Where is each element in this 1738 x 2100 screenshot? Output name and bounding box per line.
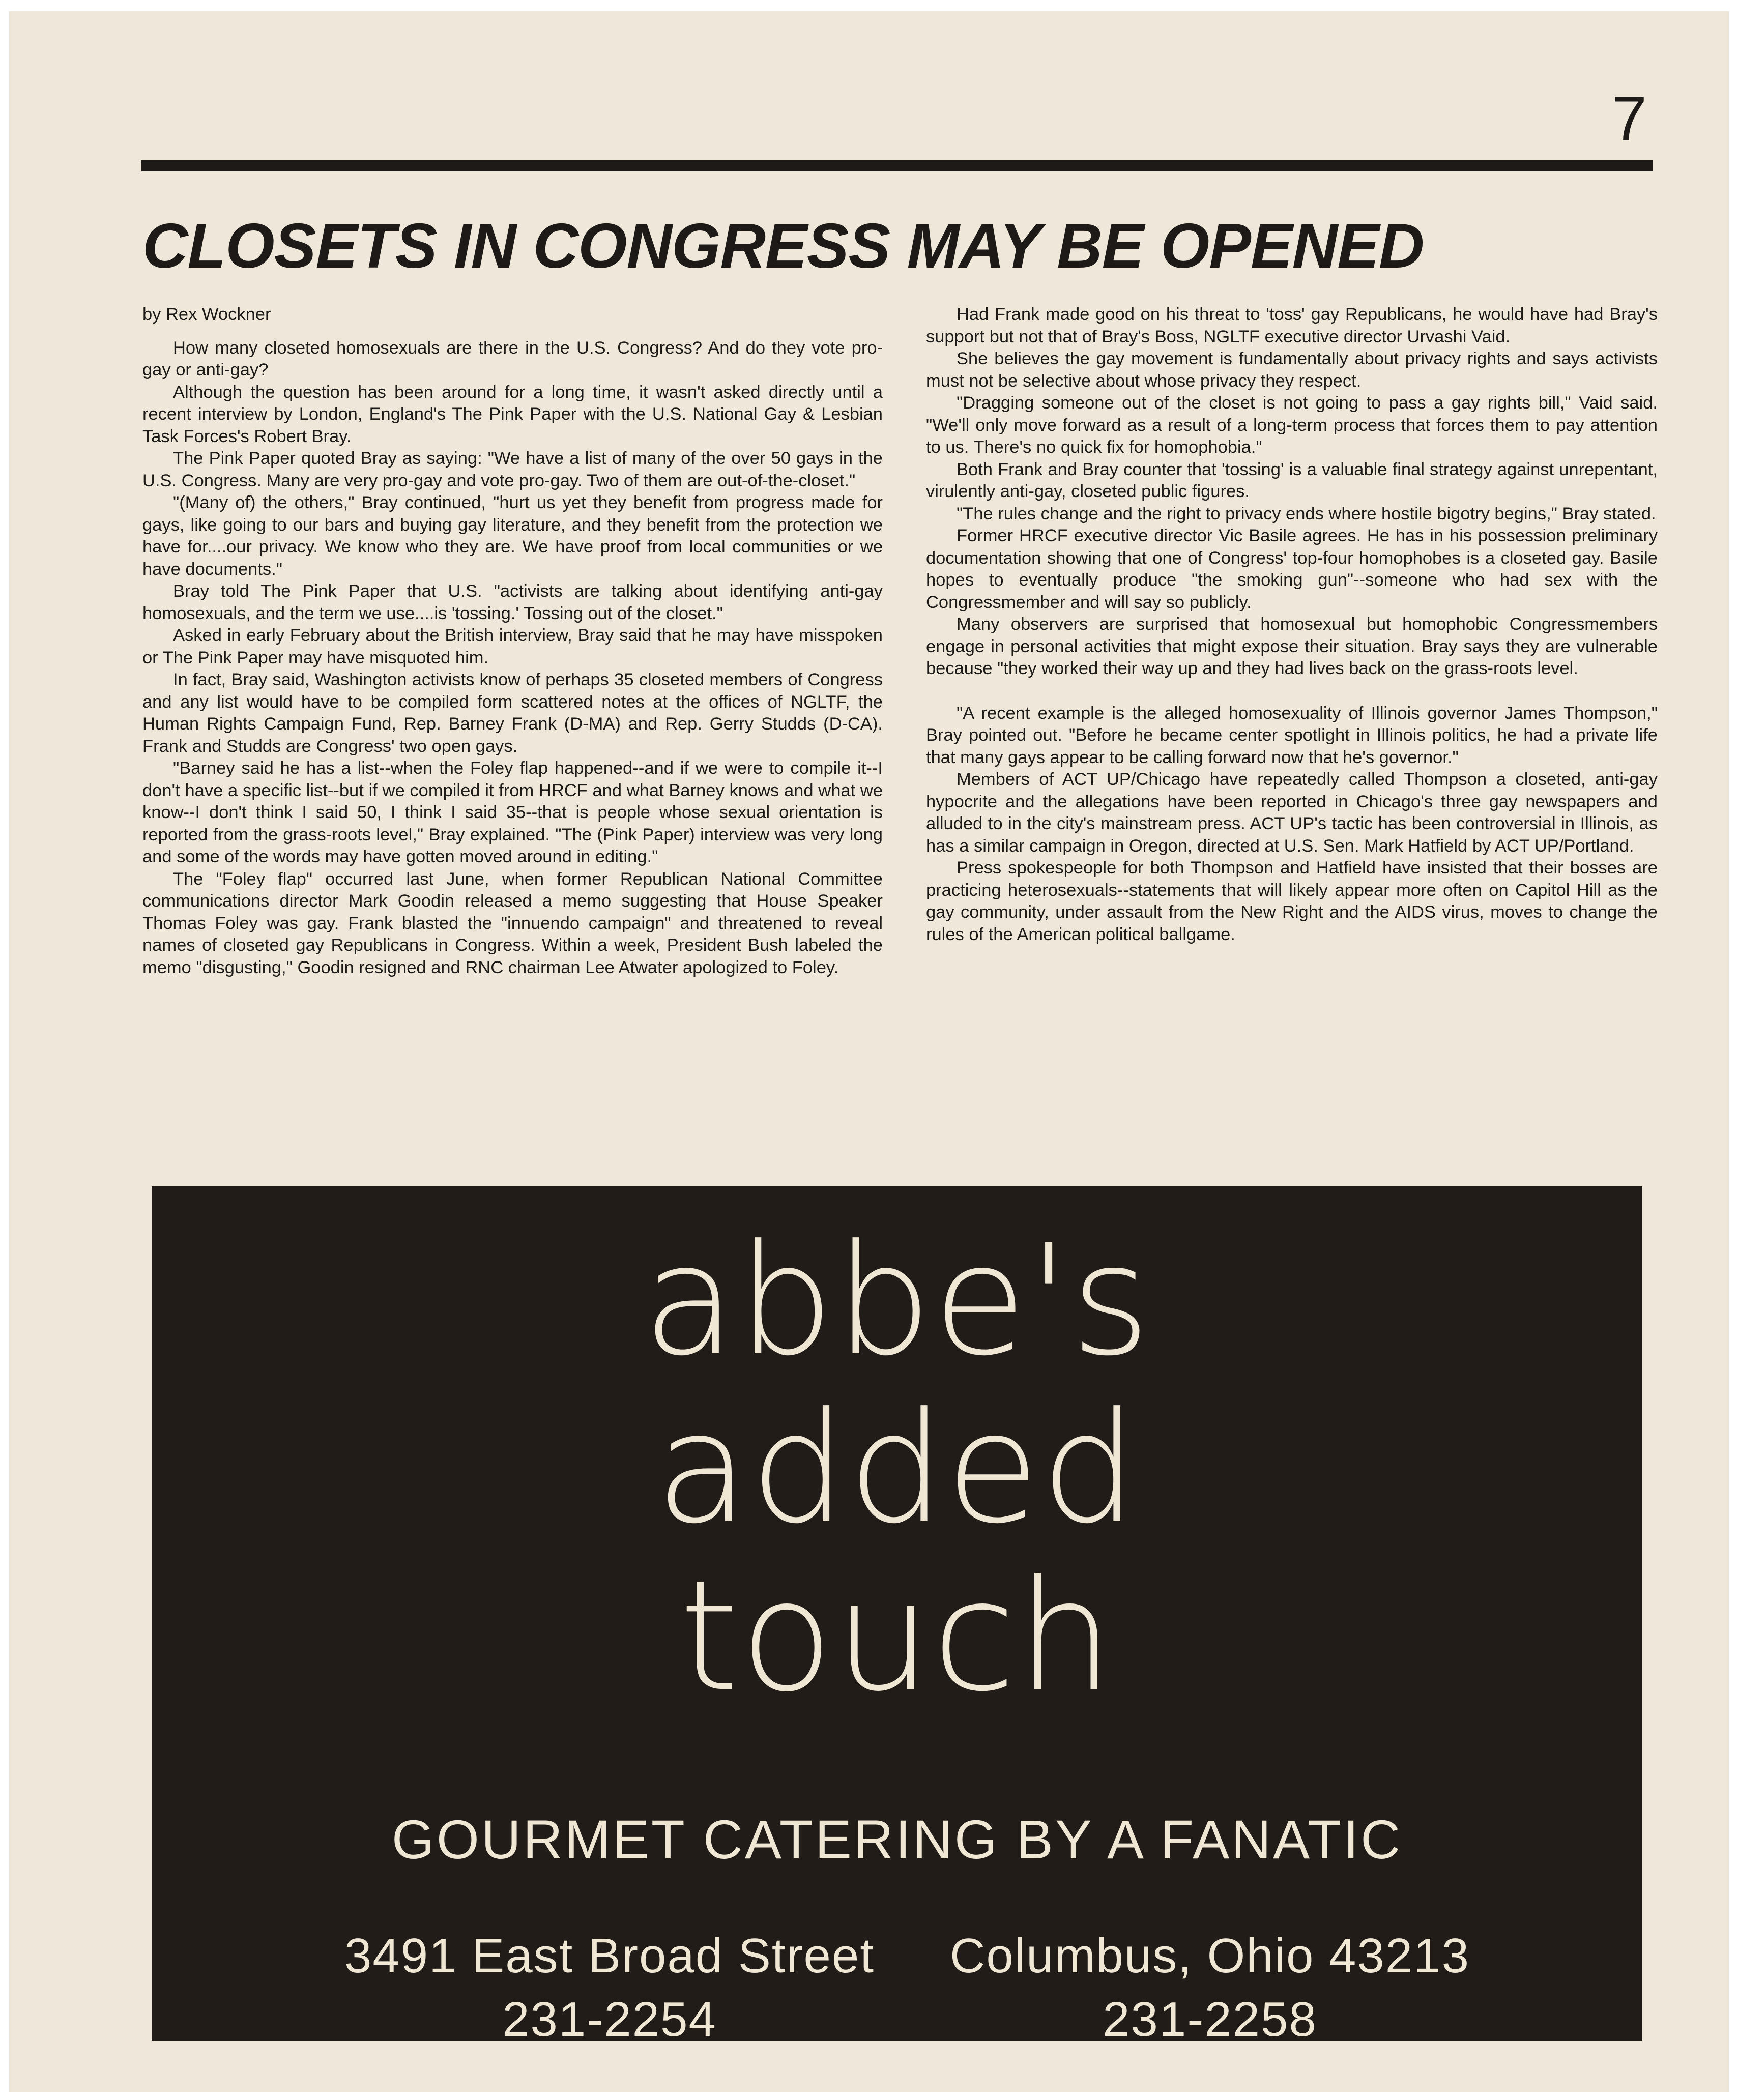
article-paragraph: How many closeted homosexuals are there in the U.S. Congress? And do they vote pro-gay or anti-gay? [142,338,883,380]
article-paragraph: "Barney said he has a list--when the Foley flap happened--and if we were to compile it--I don't have a specific list--but if we compiled it from HRCF and what Barney knows and what we know--I don't think I said 50, I think I said 35--that is people whose sexual orientation is reported from the grass-roots level," Bray explained. "The (Pink Paper) interview was very long and some of the words may have gotten moved around in editing." [142,759,883,866]
article-paragraph: "(Many of) the others," Bray continued, "hurt us yet they benefit from progress made for gays, like going to our bars and buying gay literature, and they benefit from the protection we have for....our privacy. We know who they are. We have proof from local communities or we have documents." [142,493,883,579]
article-paragraph: Had Frank made good on his threat to 'toss' gay Republicans, he would have had Bray's support but not that of Bray's Boss, NGLTF executive director Urvashi Vaid. [926,305,1658,346]
header-rule [141,160,1653,171]
ad-phone-1: 231-2254 [502,1992,717,2047]
ad-brand-line: added [655,1380,1139,1557]
article-paragraph: Although the question has been around for a long time, it wasn't asked directly until a recent interview by London, England's The Pink Paper with the U.S. National Gay & Lesbian Task Forces's Robert Bray. [142,382,883,446]
ad-tagline: GOURMET CATERING BY A FANATIC [391,1809,1403,1870]
article-byline: by Rex Wockner [142,305,271,324]
ad-city: Columbus, Ohio 43213 [950,1929,1470,1983]
ad-brand-name [152,1212,1642,1725]
ad-address: 3491 East Broad Street [344,1929,875,1983]
newspaper-page [9,11,1729,2092]
article-paragraph: In fact, Bray said, Washington activists know of perhaps 35 closeted members of Congress and any list would have to be compiled form scattered notes at the offices of NGLTF, the Human Rights Campaign Fund, Rep. Barney Frank (D-MA) and Rep. Gerry Studds (D-CA). Frank and Studds are Congress' two open gays. [142,670,883,756]
article-paragraph: "A recent example is the alleged homosexuality of Illinois governor James Thompson," Bray pointed out. "Before he became center spotlight in Illinois politics, he had a private life that many gays appear to be calling forward now that he's governor." [926,703,1658,767]
article-paragraph: Both Frank and Bray counter that 'tossing' is a valuable final strategy against unrepentant, virulently anti-gay, closeted public figures. [926,459,1658,501]
article-paragraph: The "Foley flap" occurred last June, when former Republican National Committee communications director Mark Goodin released a memo suggesting that House Speaker Thomas Foley was gay. Frank blasted the "innuendo campaign" and threatened to reveal names of closeted gay Republicans in Congress. Within a week, President Bush labeled the memo "disgusting," Goodin resigned and RNC chairman Lee Atwater apologized to Foley. [142,869,883,977]
article-paragraph: The Pink Paper quoted Bray as saying: "We have a list of many of the over 50 gays in the U.S. Congress. Many are very pro-gay and vote pro-gay. Two of them are out-of-the-closet." [142,449,883,490]
ad-brand-line: touch [679,1548,1115,1725]
article-paragraph: Bray told The Pink Paper that U.S. "activists are talking about identifying anti-gay homosexuals, and the term we use....is 'tossing.' Tossing out of the closet." [142,581,883,623]
article-paragraph: Former HRCF executive director Vic Basile agrees. He has in his possession preliminary documentation showing that one of Congress' top-four homophobes is a closeted gay. Basile hopes to eventually produce "the smoking gun"--someone who had sex with the Congressmember and will say so publicly. [926,526,1658,612]
article-paragraph: Asked in early February about the British interview, Bray said that he may have misspoken or The Pink Paper may have misquoted him. [142,626,883,667]
ad-phone-2: 231-2258 [1103,1992,1317,2047]
article-paragraph: "Dragging someone out of the closet is not going to pass a gay rights bill," Vaid said. "We'll only move forward as a result of a long-term process that forces them to pay attention to us. There's no quick fix for homophobia." [926,393,1658,457]
article-paragraph: Many observers are surprised that homosexual but homophobic Congressmembers engage in personal activities that might expose their situation. Bray says they are vulnerable because "they worked their way up and they had lives back on the grass-roots level. [926,615,1658,678]
ad-contact-left [304,1924,915,2051]
article-column-right [926,304,1658,946]
ad-contact-right [925,1924,1495,2051]
article-headline: CLOSETS IN CONGRESS MAY BE OPENED [142,211,1424,281]
article-column-left [142,304,883,979]
page-number: 7 [1612,84,1647,154]
catering-advertisement [152,1186,1642,2047]
article-paragraph: Members of ACT UP/Chicago have repeatedly called Thompson a closeted, anti-gay hypocrite and the allegations have been reported in Chicago's three gay newspapers and alluded to in the city's mainstream press. ACT UP's tactic has been controversial in Illinois, as has a similar campaign in Oregon, directed at U.S. Sen. Mark Hatfield by ACT UP/Portland. [926,770,1658,856]
ad-brand-line: abbe's [642,1212,1152,1389]
article-paragraph: Press spokespeople for both Thompson and Hatfield have insisted that their bosses are practicing heterosexuals--statements that will likely appear more often on Capitol Hill as the gay community, under assault from the New Right and the AIDS virus, moves to change the rules of the American political ballgame. [926,858,1658,944]
article-paragraph: "The rules change and the right to privacy ends where hostile bigotry begins," Bray stated. [957,504,1656,523]
article-paragraph: She believes the gay movement is fundamentally about privacy rights and says activists must not be selective about whose privacy they respect. [926,349,1658,391]
